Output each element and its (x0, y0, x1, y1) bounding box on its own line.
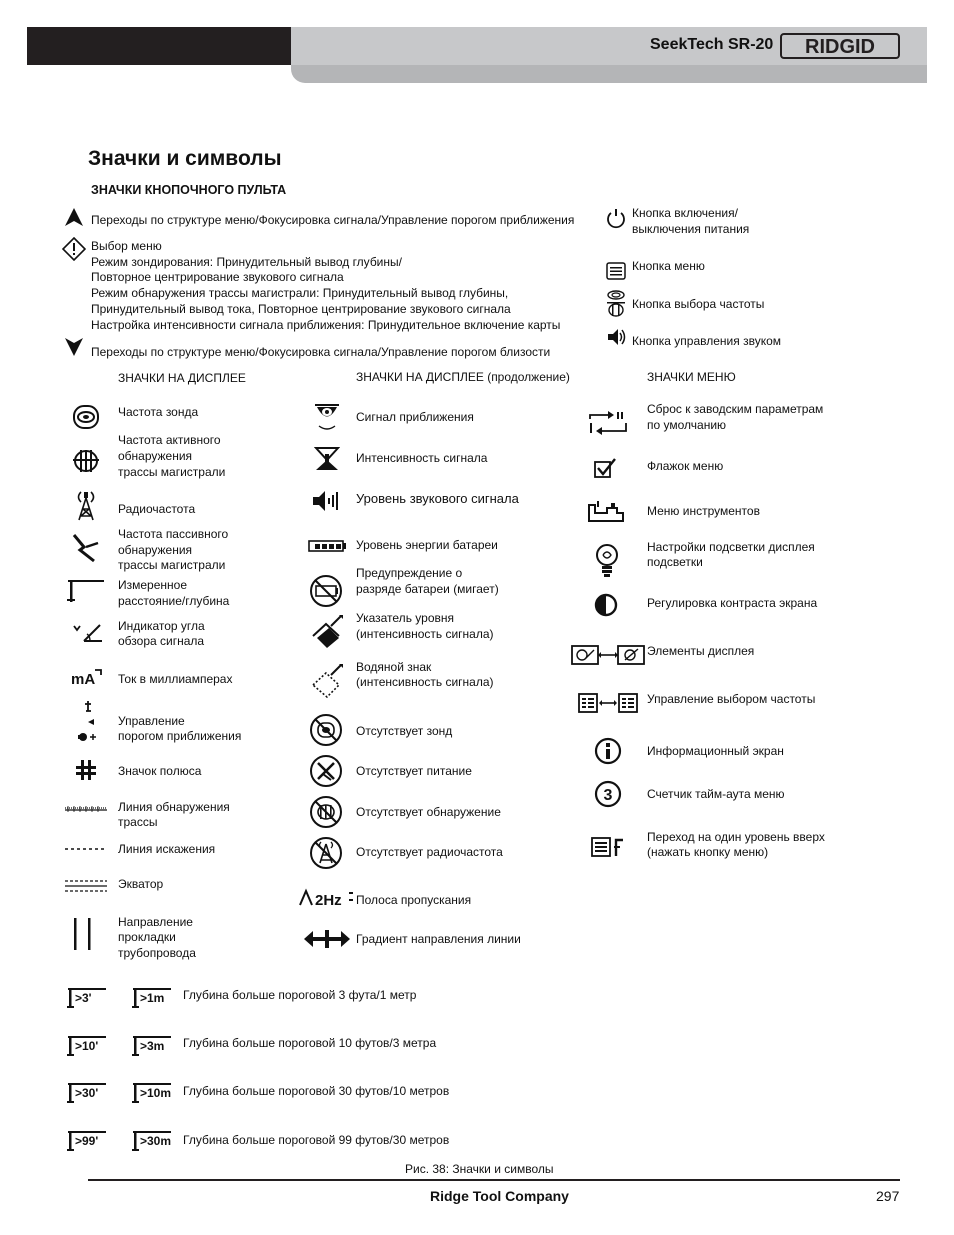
depth-imperial-text: >99' (75, 1134, 99, 1148)
depth-threshold-metric-icon (131, 1034, 173, 1058)
display-elements-icon (570, 644, 646, 666)
col2-item-label: (интенсивность сигнала) (356, 627, 494, 641)
milliamp-icon (70, 666, 104, 688)
active-line-frequency-icon (72, 448, 100, 474)
depth-imperial-text: >10' (75, 1039, 99, 1053)
depth-imperial-text: >30' (75, 1086, 99, 1100)
no-radio-icon (309, 836, 343, 870)
tools-menu-icon (587, 499, 627, 525)
proximity-threshold-icon (75, 698, 99, 746)
logo-text: RIDGID (805, 36, 875, 58)
depth-metric-text: >10m (140, 1086, 172, 1100)
bandwidth-icon (298, 887, 356, 909)
depth-item-label: Глубина больше пороговой 30 футов/10 метров (183, 1084, 450, 1098)
low-battery-icon (309, 574, 343, 608)
footer-company: Ridge Tool Company (430, 1188, 569, 1204)
factory-reset-icon (586, 409, 630, 437)
depth-metric-text: >1m (140, 991, 165, 1005)
down-arrow-icon (64, 337, 84, 357)
col1-item-label: прокладки (118, 930, 176, 944)
col1-item-label: трассы магистрали (118, 465, 226, 479)
col2-heading: ЗНАЧКИ НА ДИСПЛЕЕ (продолжение) (356, 370, 570, 384)
depth-imperial-text: >3' (75, 991, 92, 1005)
ridgid-logo (780, 33, 900, 59)
depth-threshold-metric-icon (131, 986, 173, 1010)
no-power-icon (309, 754, 343, 788)
col1-item-label: обнаружения (118, 449, 193, 463)
col3-item-label: подсветки (647, 555, 703, 569)
depth-threshold-metric-icon (131, 1129, 173, 1153)
select-key-line: Повторное центрирование звукового сигнала (91, 270, 344, 284)
level-up-icon (590, 836, 626, 858)
depth-metric-text: >3m (140, 1039, 165, 1053)
page-title: Значки и символы (88, 147, 282, 170)
equator-icon (64, 879, 108, 893)
col2-item-label: Градиент направления линии (356, 932, 521, 946)
col2-item-label: Отсутствует питание (356, 764, 472, 778)
passive-frequency-icon (72, 533, 100, 563)
col3-heading: ЗНАЧКИ МЕНЮ (647, 370, 736, 384)
frequency-select-icon (577, 692, 639, 714)
col3-item-label: Настройки подсветки дисплея (647, 540, 815, 554)
milliamp-text: mA (71, 671, 96, 688)
sound-key-text: Кнопка управления звуком (632, 334, 782, 348)
col2-item-label: Указатель уровня (356, 611, 454, 625)
col3-item-label: Информационный экран (647, 744, 784, 758)
menu-checkbox-icon (593, 457, 617, 479)
col3-item-label: Регулировка контраста экрана (647, 596, 818, 610)
depth-item-label: Глубина больше пороговой 3 фута/1 метр (183, 988, 417, 1002)
sonde-frequency-icon (72, 404, 100, 430)
col1-item-label: Частота активного (118, 433, 221, 447)
col1-item-label: Частота зонда (118, 405, 199, 419)
col2-item-label: Уровень энергии батареи (356, 538, 498, 552)
col3-item-label: Переход на один уровень вверх (647, 830, 825, 844)
col3-item-label: Флажок меню (647, 459, 724, 473)
col3-item-label: Управление выбором частоты (647, 692, 816, 706)
pipe-direction-icon (70, 916, 96, 952)
info-icon (594, 737, 622, 765)
header-stripe (291, 65, 927, 83)
footer-rule (88, 1179, 900, 1181)
bandwidth-text: 2Hz (315, 892, 342, 909)
select-key-line: Режим обнаружения трассы магистрали: Принудительный вывод глубины, (91, 286, 509, 300)
col1-item-label: Частота пассивного (118, 527, 229, 541)
col1-item-label: Значок полюса (118, 764, 202, 778)
col1-item-label: порогом приближения (118, 729, 242, 743)
radio-frequency-icon (75, 489, 97, 521)
pole-icon (74, 758, 98, 782)
product-name: SeekTech SR-20 (650, 36, 774, 53)
col2-item-label: Отсутствует радиочастота (356, 845, 503, 859)
col1-item-label: трубопровода (118, 946, 196, 960)
col1-item-label: Индикатор угла (118, 619, 205, 633)
depth-metric-text: >30m (140, 1134, 172, 1148)
col2-item-label: Сигнал приближения (356, 410, 474, 424)
col1-item-label: Радиочастота (118, 502, 196, 516)
col3-item-label: Сброс к заводским параметрам (647, 402, 824, 416)
col1-item-label: обзора сигнала (118, 634, 205, 648)
col3-item-label: Меню инструментов (647, 504, 760, 518)
col2-item-label: (интенсивность сигнала) (356, 675, 494, 689)
svg-text:3: 3 (603, 787, 613, 804)
depth-threshold-imperial-icon (66, 1034, 108, 1058)
menu-button-icon (606, 262, 626, 280)
battery-level-icon (307, 539, 347, 553)
watermark-icon (309, 663, 345, 699)
col3-item-label: Счетчик тайм-аута меню (647, 787, 785, 801)
col1-item-label: Линия обнаружения (118, 800, 230, 814)
no-sonde-icon (309, 713, 343, 747)
depth-threshold-imperial-icon (66, 986, 108, 1010)
header-bar-dark (27, 27, 291, 65)
power-key-line: выключения питания (632, 222, 750, 236)
col3-item-label: по умолчанию (647, 418, 727, 432)
select-key-line: Принудительный вывод тока, Повторное центрирование звукового сигнала (91, 302, 511, 316)
line-gradient-icon (303, 929, 351, 949)
proximity-signal-icon (312, 402, 342, 432)
frequency-key-text: Кнопка выбора частоты (632, 297, 765, 311)
menu-key-text: Кнопка меню (632, 259, 705, 273)
backlight-icon (594, 542, 620, 578)
signal-strength-icon (314, 446, 340, 472)
measured-depth-icon (66, 578, 106, 604)
figure-caption: Рис. 38: Значки и символы (405, 1162, 554, 1176)
depth-item-label: Глубина больше пороговой 99 футов/30 метров (183, 1133, 450, 1147)
col1-item-label: Ток в миллиамперах (118, 672, 233, 686)
frequency-button-icon (606, 289, 626, 317)
sound-button-icon (606, 327, 628, 347)
select-key-icon (62, 237, 86, 261)
level-pointer-icon (309, 614, 345, 650)
timeout-icon (594, 780, 622, 808)
angle-indicator-icon (70, 621, 104, 643)
sound-level-icon (311, 489, 343, 513)
col1-item-label: Экватор (118, 877, 164, 891)
power-button-icon (605, 207, 627, 231)
select-key-line: Выбор меню (91, 239, 162, 253)
col1-item-label: трассы магистрали (118, 558, 226, 572)
up-arrow-icon (64, 207, 84, 227)
col2-item-label: Полоса пропускания (356, 893, 472, 907)
col1-item-label: Управление (118, 714, 185, 728)
depth-threshold-imperial-icon (66, 1129, 108, 1153)
distortion-line-icon (64, 846, 108, 852)
power-key-line: Кнопка включения/ (632, 206, 738, 220)
select-key-line: Режим зондирования: Принудительный вывод глубины/ (91, 255, 402, 269)
page-number: 297 (876, 1188, 900, 1204)
col1-item-label: трассы (118, 815, 158, 829)
up-key-text: Переходы по структуре меню/Фокусировка сигнала/Управление порогом приближения (91, 213, 575, 227)
col1-item-label: Линия искажения (118, 842, 216, 856)
col2-item-label: Отсутствует обнаружение (356, 805, 501, 819)
contrast-icon (593, 592, 619, 618)
col2-item-label: Водяной знак (356, 660, 432, 674)
col2-item-label: разряде батареи (мигает) (356, 582, 499, 596)
col1-item-label: Измеренное (118, 578, 187, 592)
keypad-heading: ЗНАЧКИ КНОПОЧНОГО ПУЛЬТА (91, 183, 287, 197)
select-key-line: Настройка интенсивности сигнала приближения: Принудительное включение карты (91, 318, 561, 332)
depth-threshold-imperial-icon (66, 1081, 108, 1105)
col1-item-label: обнаружения (118, 543, 193, 557)
col2-item-label: Интенсивность сигнала (356, 451, 488, 465)
tracing-line-icon (64, 803, 108, 815)
col2-item-label: Отсутствует зонд (356, 724, 453, 738)
col3-item-label: Элементы дисплея (647, 644, 755, 658)
down-key-text: Переходы по структуре меню/Фокусировка сигнала/Управление порогом близости (91, 345, 551, 359)
col1-heading: ЗНАЧКИ НА ДИСПЛЕЕ (118, 371, 246, 385)
col2-item-label: Предупреждение о (356, 566, 463, 580)
col3-item-label: (нажать кнопку меню) (647, 845, 769, 859)
col1-item-label: расстояние/глубина (118, 594, 230, 608)
no-detection-icon (309, 795, 343, 829)
col2-item-label: Уровень звукового сигнала (356, 491, 519, 506)
depth-item-label: Глубина больше пороговой 10 футов/3 метра (183, 1036, 437, 1050)
depth-threshold-metric-icon (131, 1081, 173, 1105)
col1-item-label: Направление (118, 915, 193, 929)
